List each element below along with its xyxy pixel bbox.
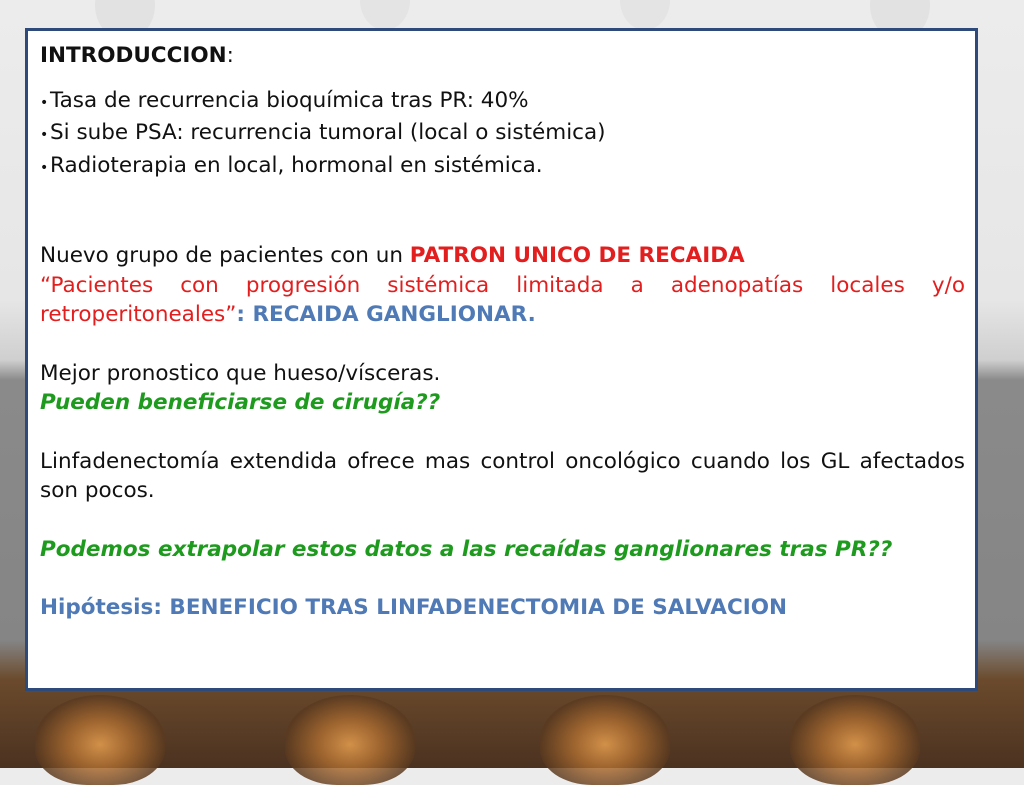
bullet-icon: •: [40, 127, 49, 143]
paragraph-patron: [40, 241, 965, 271]
heading-text: INTRODUCCION: [40, 43, 227, 68]
background-flame: [285, 695, 415, 785]
patron-intro: Nuevo grupo de pacientes con un: [40, 243, 410, 268]
slide-text-panel: [25, 28, 978, 691]
bullet-text: Radioterapia en local, hormonal en sistémica.: [50, 152, 543, 178]
spacer: [40, 183, 965, 241]
slide-heading: [40, 41, 965, 71]
surgery-question: Pueden beneficiarse de cirugía??: [40, 390, 441, 415]
bullet-item: [40, 86, 965, 119]
background-decoration: [360, 0, 410, 30]
prognosis-line: Mejor pronostico que hueso/vísceras.: [40, 360, 441, 386]
extrapolate-question: Podemos extrapolar estos datos a las recaídas ganglionares tras PR??: [40, 536, 893, 562]
background-flame: [790, 695, 920, 785]
paragraph-quote: [40, 271, 965, 330]
background-flame: [540, 695, 670, 785]
spacer: [40, 564, 965, 593]
spacer: [40, 418, 965, 447]
lymphadenectomy-paragraph: Linfadenectomía extendida ofrece mas control oncológico cuando los GL afectados son pocos.: [40, 448, 965, 503]
patron-highlight: PATRON UNICO DE RECAIDA: [409, 243, 745, 268]
spacer: [40, 330, 965, 359]
heading-colon: :: [226, 43, 234, 68]
patient-quote: “Pacientes con progresión sistémica limitada a adenopatías locales y/o retroperitoneales”: [40, 272, 965, 327]
bullet-text: Tasa de recurrencia bioquímica tras PR: 40%: [50, 87, 529, 113]
bullet-item: [40, 118, 965, 151]
background-decoration: [620, 0, 670, 30]
recaida-ganglionar-label: : RECAIDA GANGLIONAR.: [236, 302, 536, 327]
hypothesis-line: Hipótesis: BENEFICIO TRAS LINFADENECTOMIA DE SALVACION: [40, 595, 787, 620]
bullet-item: [40, 151, 965, 184]
bullet-text: Si sube PSA: recurrencia tumoral (local o sistémica): [50, 120, 606, 145]
bullet-icon: •: [40, 94, 49, 111]
bullet-icon: •: [40, 159, 49, 176]
background-flame: [35, 695, 165, 785]
spacer: [40, 506, 965, 535]
